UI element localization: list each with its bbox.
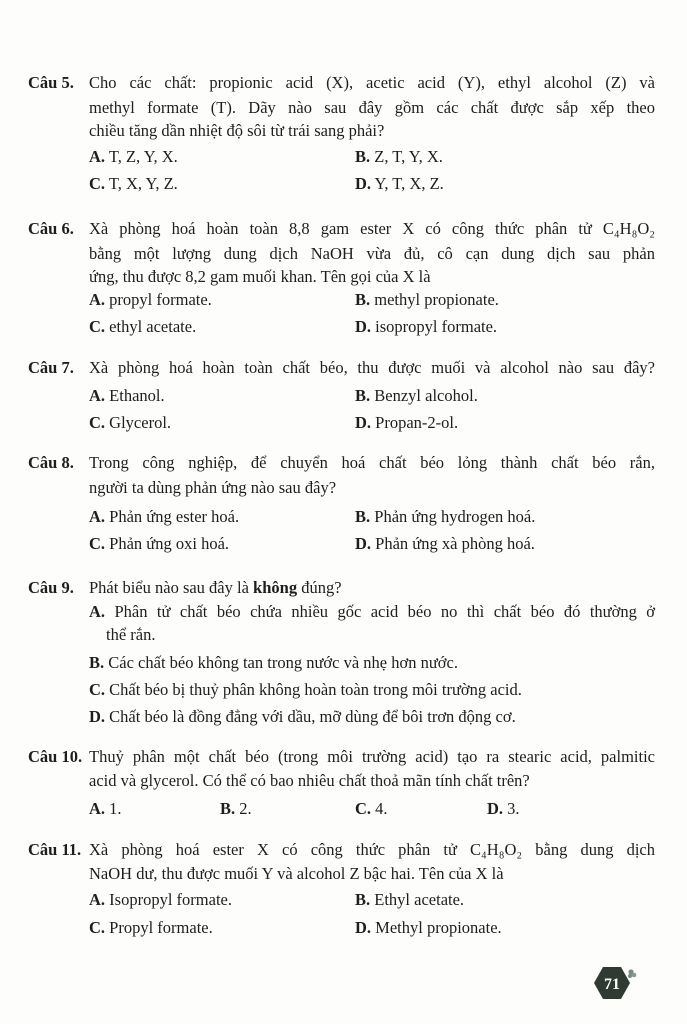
- option-b: B. Benzyl alcohol.: [355, 386, 478, 405]
- option-c: C. ethyl acetate.: [89, 317, 197, 336]
- option-a: A. Phân tử chất béo chứa nhiều gốc acid béo no thì chất béo đó thường ở: [89, 602, 655, 621]
- question-text: methyl formate (T). Dãy nào sau đây gồm các chất được sắp xếp theo: [89, 98, 655, 117]
- option-b: B. Z, T, Y, X.: [355, 147, 443, 166]
- option-a: A. Ethanol.: [89, 386, 165, 405]
- option-d: D. Y, T, X, Z.: [355, 174, 444, 193]
- question-text: Xà phòng hoá ester X có công thức phân tử C₄H₈O₂ bằng dung dịch: [89, 840, 655, 859]
- option-c: C. T, X, Y, Z.: [89, 174, 178, 193]
- option-c: C. Chất béo bị thuỷ phân không hoàn toàn trong môi trường acid.: [89, 680, 522, 699]
- question-text: người ta dùng phản ứng nào sau đây?: [89, 478, 337, 497]
- option-c: C. Glycerol.: [89, 413, 172, 432]
- question-text: chiều tăng dần nhiệt độ sôi từ trái sang phải?: [89, 121, 385, 140]
- question-text: Xà phòng hoá hoàn toàn chất béo, thu được muối và alcohol nào sau đây?: [89, 358, 655, 377]
- question-text: Trong công nghiệp, để chuyển hoá chất béo lỏng thành chất béo rắn,: [89, 453, 655, 472]
- question-label: Câu 8.: [28, 453, 74, 472]
- page-number: 71: [604, 976, 620, 993]
- option-c: C. Phản ứng oxi hoá.: [89, 534, 230, 553]
- option-a: A. T, Z, Y, X.: [89, 147, 178, 166]
- option-a: A. propyl formate.: [89, 290, 212, 309]
- option-c: C. 4.: [355, 799, 388, 818]
- question-label: Câu 10.: [28, 747, 83, 766]
- option-b: B. methyl propionate.: [355, 290, 499, 309]
- hexagon-icon: [594, 965, 642, 1005]
- option-a: A. Isopropyl formate.: [89, 890, 232, 909]
- question-label: Câu 5.: [28, 73, 74, 92]
- option-d: D. 3.: [487, 799, 520, 818]
- question-text: NaOH dư, thu được muối Y và alcohol Z bậc hai. Tên của X là: [89, 864, 504, 883]
- option-b: B. 2.: [220, 799, 252, 818]
- question-text: bằng một lượng dung dịch NaOH vừa đủ, cô cạn dung dịch sau phản: [89, 244, 655, 263]
- question-text: Xà phòng hoá hoàn toàn 8,8 gam ester X có công thức phân tử C₄H₈O₂: [89, 219, 655, 238]
- option-b: B. Phản ứng hydrogen hoá.: [355, 507, 536, 526]
- question-label: Câu 7.: [28, 358, 74, 377]
- question-text: acid và glycerol. Có thể có bao nhiêu chất thoả mãn tính chất trên?: [89, 771, 530, 790]
- question-text: Cho các chất: propionic acid (X), acetic acid (Y), ethyl alcohol (Z) và: [89, 73, 655, 92]
- option-a-continued: thể rắn.: [106, 625, 156, 644]
- option-d: D. Chất béo là đồng đẳng với dầu, mỡ dùng để bôi trơn động cơ.: [89, 707, 516, 726]
- question-label: Câu 9.: [28, 578, 74, 597]
- question-text: ứng, thu được 8,2 gam muối khan. Tên gọi của X là: [89, 267, 431, 286]
- page-number-badge: [594, 965, 630, 1001]
- question-label: Câu 11.: [28, 840, 82, 859]
- question-text: Thuỷ phân một chất béo (trong môi trường acid) tạo ra stearic acid, palmitic: [89, 747, 655, 766]
- question-label: Câu 6.: [28, 219, 74, 238]
- option-a: A. Phản ứng ester hoá.: [89, 507, 240, 526]
- question-text: Phát biểu nào sau đây là không đúng?: [89, 578, 342, 597]
- option-d: D. isopropyl formate.: [355, 317, 498, 336]
- option-b: B. Các chất béo không tan trong nước và nhẹ hơn nước.: [89, 653, 458, 672]
- option-d: D. Methyl propionate.: [355, 918, 502, 937]
- option-d: D. Phản ứng xà phòng hoá.: [355, 534, 535, 553]
- option-b: B. Ethyl acetate.: [355, 890, 465, 909]
- option-d: D. Propan-2-ol.: [355, 413, 459, 432]
- option-a: A. 1.: [89, 799, 122, 818]
- option-c: C. Propyl formate.: [89, 918, 213, 937]
